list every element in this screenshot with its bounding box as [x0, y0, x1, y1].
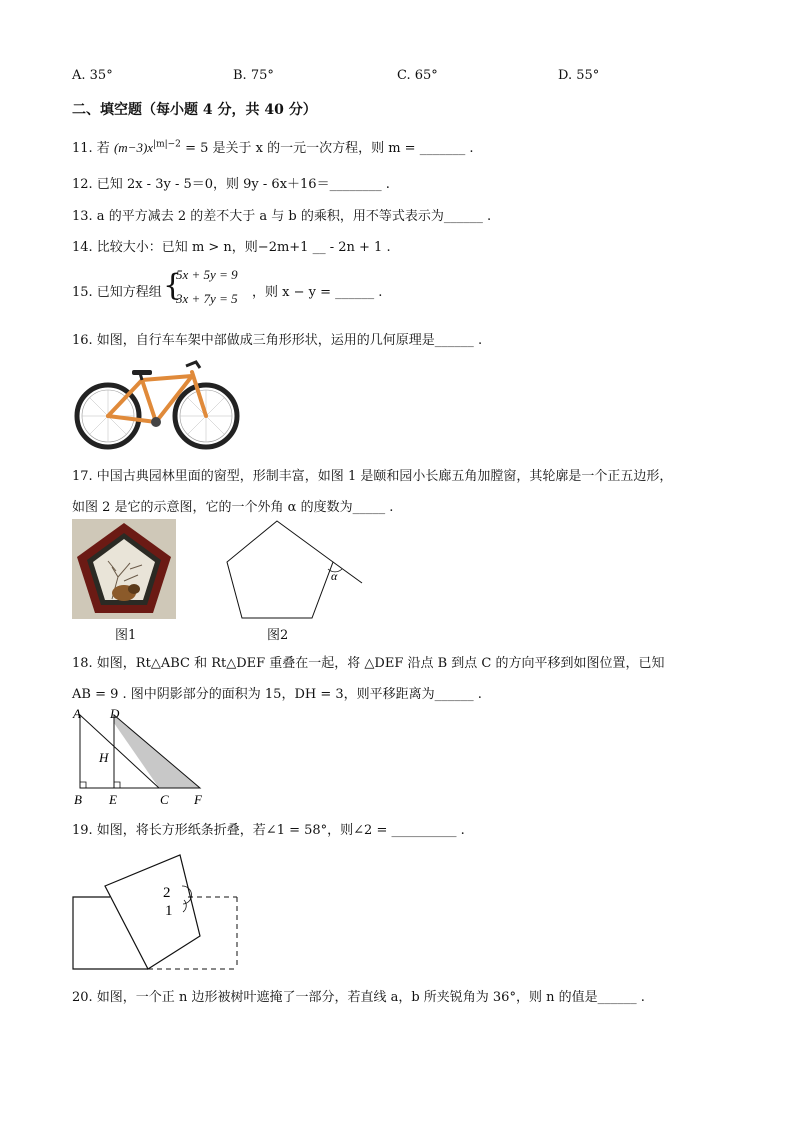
q15-brace: { — [163, 268, 183, 303]
question-17-line1: 17. 中国古典园林里面的窗型，形制丰富，如图 1 是颐和园小长廊五角加膛窗，其轮廓是一个正五边形， — [72, 469, 673, 484]
q15-eq2: 3x + 7y = 5 — [176, 291, 238, 306]
label-f: F — [194, 792, 202, 807]
folded-strip-diagram — [70, 852, 242, 974]
bicycle-image — [72, 352, 240, 452]
question-14: 14. 比较大小：已知 m > n，则−2m+1 __ - 2n + 1 . — [72, 240, 391, 255]
figure-2-caption: 图2 — [267, 628, 289, 643]
option-a: A. 35° — [72, 68, 113, 83]
question-19: 19. 如图，将长方形纸条折叠，若∠1 = 58°，则∠2 = __________ . — [72, 823, 465, 838]
label-b: B — [74, 792, 82, 807]
question-17-line2: 如图 2 是它的示意图，它的一个外角 α 的度数为_____ . — [72, 500, 394, 515]
section-title: 二、填空题（每小题 4 分，共 40 分） — [72, 102, 317, 118]
q11-expression: (m−3)x — [113, 140, 154, 155]
alpha-label: α — [331, 569, 338, 583]
option-c: C. 65° — [397, 68, 438, 83]
question-16: 16. 如图，自行车车架中部做成三角形形状，运用的几何原理是______ . — [72, 333, 483, 348]
label-d: D — [110, 706, 120, 721]
figure-1-caption: 图1 — [115, 628, 137, 643]
question-13: 13. a 的平方减去 2 的差不大于 a 与 b 的乘积，用不等式表示为______ . — [72, 209, 492, 224]
q15-suffix: ，则 x − y = ______ . — [252, 285, 383, 300]
question-20: 20. 如图，一个正 n 边形被树叶遮掩了一部分，若直线 a，b 所夹锐角为 36°，则 n 的值是______ . — [72, 990, 645, 1005]
label-c: C — [160, 792, 169, 807]
q15-eq1: 5x + 5y = 9 — [176, 267, 238, 282]
q15-prefix: 15. 已知方程组 — [72, 285, 162, 300]
option-b: B. 75° — [233, 68, 274, 83]
option-d: D. 55° — [558, 68, 600, 83]
question-18-line2: AB = 9 . 图中阴影部分的面积为 15，DH = 3，则平移距离为______ . — [72, 687, 482, 702]
q11-text: = 5 是关于 x 的一元一次方程，则 m = _______ . — [185, 141, 474, 156]
pentagon-diagram — [220, 517, 370, 622]
q11-exponent: |m|−2 — [153, 139, 181, 150]
question-18-line1: 18. 如图，Rt△ABC 和 Rt△DEF 重叠在一起，将 △DEF 沿点 B 到点 C 的方向平移到如图位置，已知 — [72, 656, 665, 671]
window-photo — [72, 519, 176, 619]
label-h: H — [99, 750, 109, 765]
angle-1-label: 1 — [165, 903, 173, 919]
question-12: 12. 已知 2x - 3y - 5＝0，则 9y - 6x＋16＝________ . — [72, 177, 390, 192]
question-11 — [72, 137, 473, 156]
label-a: A — [73, 706, 81, 721]
triangles-diagram — [70, 704, 210, 808]
angle-2-label: 2 — [163, 885, 171, 901]
label-e: E — [109, 792, 117, 807]
q11-number: 11. 若 — [72, 141, 110, 156]
